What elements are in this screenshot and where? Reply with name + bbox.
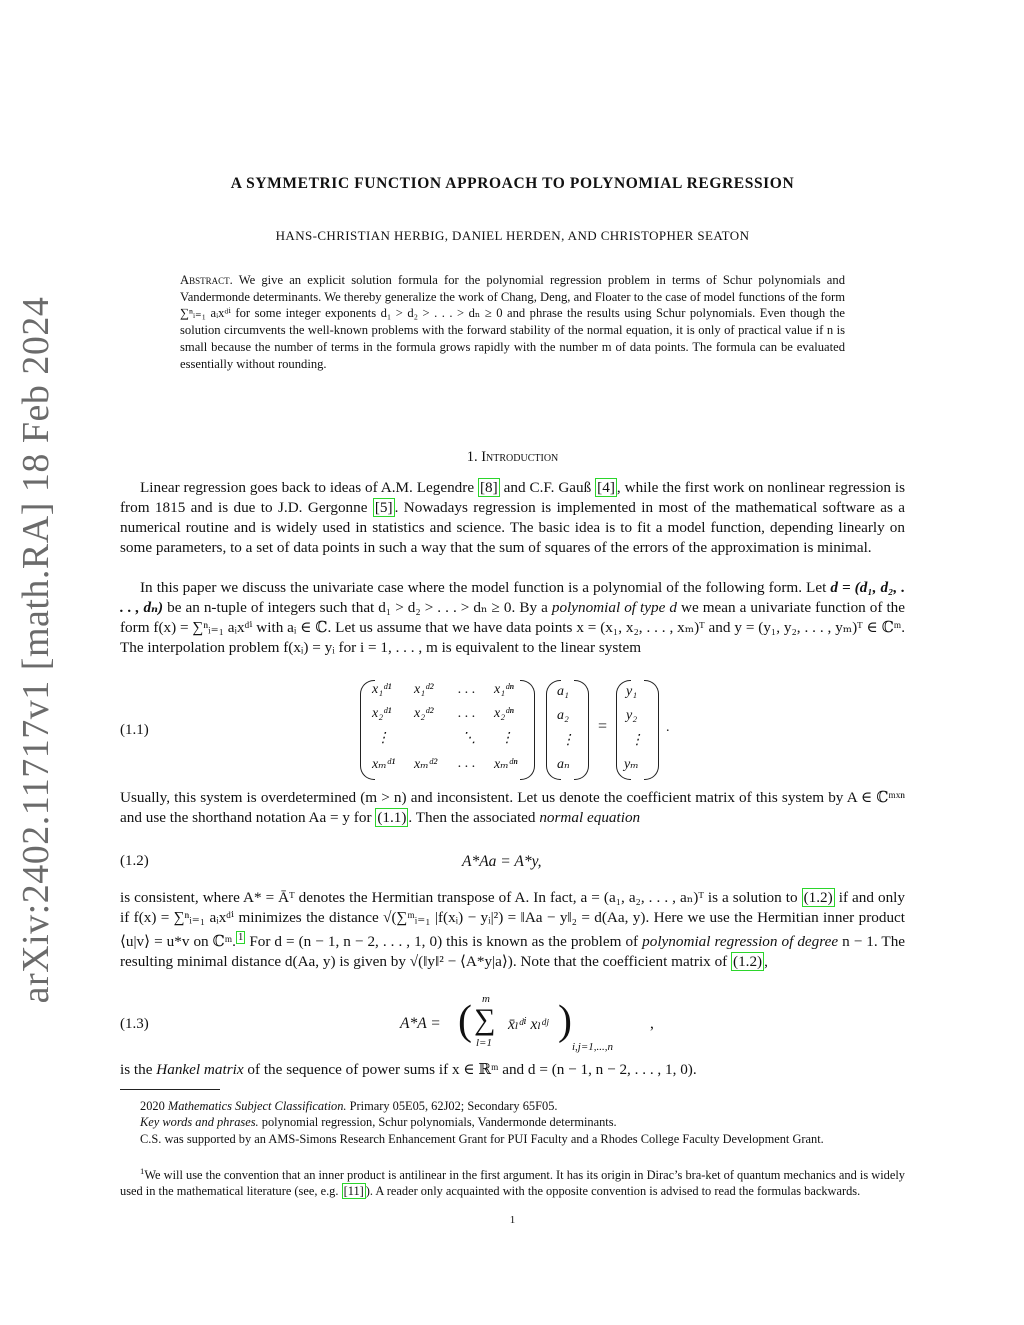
p3-emphasis: normal equation (539, 809, 641, 826)
p1-text: Linear regression goes back to ideas of A.M. Legendre (140, 479, 475, 496)
p1-text: . Nowadays regression is implemented in most of the mathematical software as a numerical routine and is widely used in statistics and science. The basic idea is to fit a model function, depending linearly on some parameters, to a set of data points in such a way that the sum of squares of the errors of the approximation is minimal. (120, 499, 905, 556)
equation-label: (1.3) (120, 1016, 149, 1032)
paragraph-5 (120, 1060, 905, 1080)
msc-year: 2020 (140, 1099, 165, 1113)
p4-text: n − 1. The resulting minimal distance d(Aa, y) is given by √(‖y‖² − ⟨A*y|a⟩). Note that the coefficient matrix of (120, 933, 906, 971)
abstract-text-2: for some integer exponents d₁ > d₂ > . . . > dₙ ≥ 0 and phrase the results using Schur polynomials. Even though the solution circumvents the well-known problems with the forward stability of the normal equation, it is only of practical value if n is small because the number of terms in the formula grows rapidly with the number m of data points. The formula can be evaluated essentially without rounding. (180, 306, 845, 371)
sum-term: x̄ₗᵈⁱ xₗᵈʲ (508, 1016, 549, 1033)
paragraph-4 (120, 888, 905, 972)
paren-left: ( (458, 998, 472, 1044)
abstract (180, 272, 845, 372)
vector-cell: ⋮ (561, 733, 575, 748)
equation-1-1 (360, 680, 820, 780)
matrix-cell: ⋮ (500, 731, 514, 746)
paren-right: ) (558, 998, 572, 1044)
equation-1-2: A*Aa = A*y, (462, 853, 542, 870)
p4-text: if and only if f(x) = ∑ⁿᵢ₌₁ aᵢxᵈⁱ minimizes the distance √(∑ᵐᵢ₌₁ |f(xᵢ) − yᵢ|²) = ‖Aa − y‖₂ = d(Aa, y). Here we use the Hermitian inner product ⟨u|v⟩ = u*v on ℂᵐ. (120, 889, 905, 951)
paper-authors: HANS-CHRISTIAN HERBIG, DANIEL HERDEN, AND CHRISTOPHER SEATON (275, 228, 750, 243)
vector-cell: y₁ (626, 684, 638, 699)
matrix-cell: x₁ᵈⁿ (494, 682, 514, 697)
eq13-lhs: A*A = (400, 1015, 441, 1032)
sum-symbol: ∑ (474, 1003, 496, 1036)
matrix-index: i,j=1,...,n (572, 1041, 614, 1053)
footnote-text: ). A reader only acquainted with the opposite convention is advised to read the formulas backwards. (365, 1184, 861, 1199)
matrix-cell: xₘᵈⁿ (494, 757, 518, 772)
matrix-cell: x₂ᵈⁿ (494, 706, 514, 721)
sum-lower: l=1 (476, 1037, 492, 1049)
citation-link[interactable]: [5] (374, 499, 393, 516)
vector-bracket-right (644, 680, 659, 780)
p3-text: Usually, this system is overdetermined (m > n) and inconsistent. Let us denote the coefficient matrix of this system by A ∈ ℂᵐˣⁿ and use the shorthand notation Aa = y for (120, 789, 905, 826)
abstract-formula: ∑ⁿᵢ₌₁ aᵢxᵈⁱ (180, 306, 231, 321)
equation-end: . (666, 720, 670, 735)
p4-text: , (764, 953, 768, 971)
sum-upper: m (482, 993, 490, 1005)
p1-text: , while the first work on nonlinear regression is from 1815 and is due to J.D. Gergonne (120, 479, 906, 516)
p2-text: . The interpolation problem f(xᵢ) = yᵢ for i = 1, . . . , m is equivalent to the linear system (120, 619, 905, 656)
footnote-keywords (120, 1114, 905, 1130)
vector-cell: y₂ (626, 708, 638, 723)
keywords-text: polynomial regression, Schur polynomials, Vandermonde determinants. (261, 1115, 617, 1129)
footnote-marker: 1 (140, 1166, 145, 1176)
vector-cell: a₁ (557, 684, 569, 699)
matrix-cell: ⋮ (376, 731, 390, 746)
matrix-cell: . . . (458, 706, 476, 721)
paragraph-1 (120, 478, 905, 558)
equation-1-3 (400, 995, 660, 1055)
arxiv-stamp (8, 296, 64, 1004)
citation-link[interactable]: [11] (343, 1184, 364, 1199)
paragraph-3 (120, 788, 905, 828)
msc-label: Mathematics Subject Classification. (167, 1099, 347, 1113)
matrix-cell: . . . (458, 682, 476, 697)
matrix-cell: x₁ᵈ² (414, 682, 434, 697)
equation-reference-link[interactable]: (1.1) (377, 809, 407, 826)
vector-cell: ⋮ (630, 733, 644, 748)
footnote-link[interactable]: 1 (237, 932, 244, 943)
abstract-text-1: We give an explicit solution formula for the polynomial regression problem in terms of Schur polynomials and Vandermonde determinants. We thereby generalize the work of Chang, Deng, and Floater to the case of model functions of the form (180, 273, 845, 304)
equals-sign: = (598, 718, 608, 735)
p5-emphasis: Hankel matrix (156, 1061, 244, 1078)
section-title: Introduction (481, 449, 559, 465)
matrix-cell: xₘᵈ² (414, 757, 438, 772)
matrix-bracket-right (520, 680, 535, 780)
p1-text: and C.F. Gauß (503, 479, 592, 496)
footnote-support: C.S. was supported by an AMS-Simons Research Enhancement Grant for PUI Faculty and a Rhodes College Faculty Development Grant. (140, 1132, 824, 1146)
matrix-cell: x₂ᵈ² (414, 706, 434, 721)
p2-text: In this paper we discuss the univariate case where the model function is a polynomial of the following form. Let (140, 579, 827, 596)
paragraph-2 (120, 578, 905, 658)
p4-emphasis: polynomial regression of degree (642, 933, 839, 951)
p3-text: . Then the associated (408, 809, 536, 826)
footnote-1 (120, 1163, 905, 1200)
p5-text: of the sequence of power sums if x ∈ ℝᵐ and d = (n − 1, n − 2, . . . , 1, 0). (247, 1061, 697, 1078)
p2-math: d = (d₁, d₂, . . . , dₙ) (120, 579, 905, 616)
footnote-divider (120, 1089, 220, 1090)
equation-reference-link[interactable]: (1.2) (733, 953, 763, 971)
footnote-text: We will use the convention that an inner product is antilinear in the first argument. It has its origin in Dirac’s bra-ket of quantum mechanics and is widely used in the mathematical literature (see, e.g. (120, 1168, 905, 1199)
p4-text: is consistent, where A* = Āᵀ denotes the Hermitian transpose of A. In fact, a = (a₁, a₂, . . . , aₙ)ᵀ is a solution to (120, 889, 798, 906)
citation-link[interactable]: [8] (480, 479, 498, 496)
msc-text: Primary 05E05, 62J02; Secondary 65F05. (349, 1099, 558, 1113)
keywords-label: Key words and phrases. (140, 1115, 259, 1129)
equation-label: (1.2) (120, 853, 149, 869)
p5-text: is the (120, 1061, 153, 1078)
p2-text: be an n-tuple of integers such that d₁ > d₂ > . . . > dₙ ≥ 0. By a (167, 599, 548, 616)
equation-reference-link[interactable]: (1.2) (803, 889, 833, 906)
matrix-cell: xₘᵈ¹ (372, 757, 396, 772)
equation-end: , (650, 1015, 654, 1032)
p2-text: we mean a univariate function of the form f(x) = ∑ⁿᵢ₌₁ aᵢxᵈⁱ with aᵢ ∈ ℂ. Let us assume that we have data points (120, 599, 906, 636)
footnote-msc (120, 1098, 905, 1114)
p2-math: x = (x₁, x₂, . . . , xₘ)ᵀ and y = (y₁, y₂, . . . , yₘ)ᵀ ∈ ℂᵐ (576, 619, 902, 636)
paper-title: A SYMMETRIC FUNCTION APPROACH TO POLYNOMIAL REGRESSION (230, 175, 795, 192)
section-number: 1. (466, 449, 478, 465)
citation-link[interactable]: [4] (597, 479, 615, 496)
matrix-cell: x₁ᵈ¹ (372, 682, 392, 697)
vector-cell: a₂ (557, 708, 569, 723)
vector-bracket-right (574, 680, 589, 780)
matrix-cell: x₂ᵈ¹ (372, 706, 392, 721)
p4-text: For d = (n − 1, n − 2, . . . , 1, 0) this is known as the problem of (249, 933, 639, 951)
vector-cell: yₘ (624, 757, 639, 772)
p2-emphasis: polynomial of type d (551, 599, 677, 616)
arxiv-identifier: arXiv:2402.11717v1 [math.RA] 18 Feb 2024 (15, 296, 57, 1004)
matrix-cell: . . . (458, 756, 476, 771)
equation-label: (1.1) (120, 722, 149, 738)
vector-cell: aₙ (557, 757, 570, 772)
section-heading (120, 449, 905, 466)
abstract-label: Abstract. (180, 273, 233, 287)
page-number: 1 (509, 1214, 516, 1226)
matrix-cell: ⋱ (462, 731, 476, 746)
